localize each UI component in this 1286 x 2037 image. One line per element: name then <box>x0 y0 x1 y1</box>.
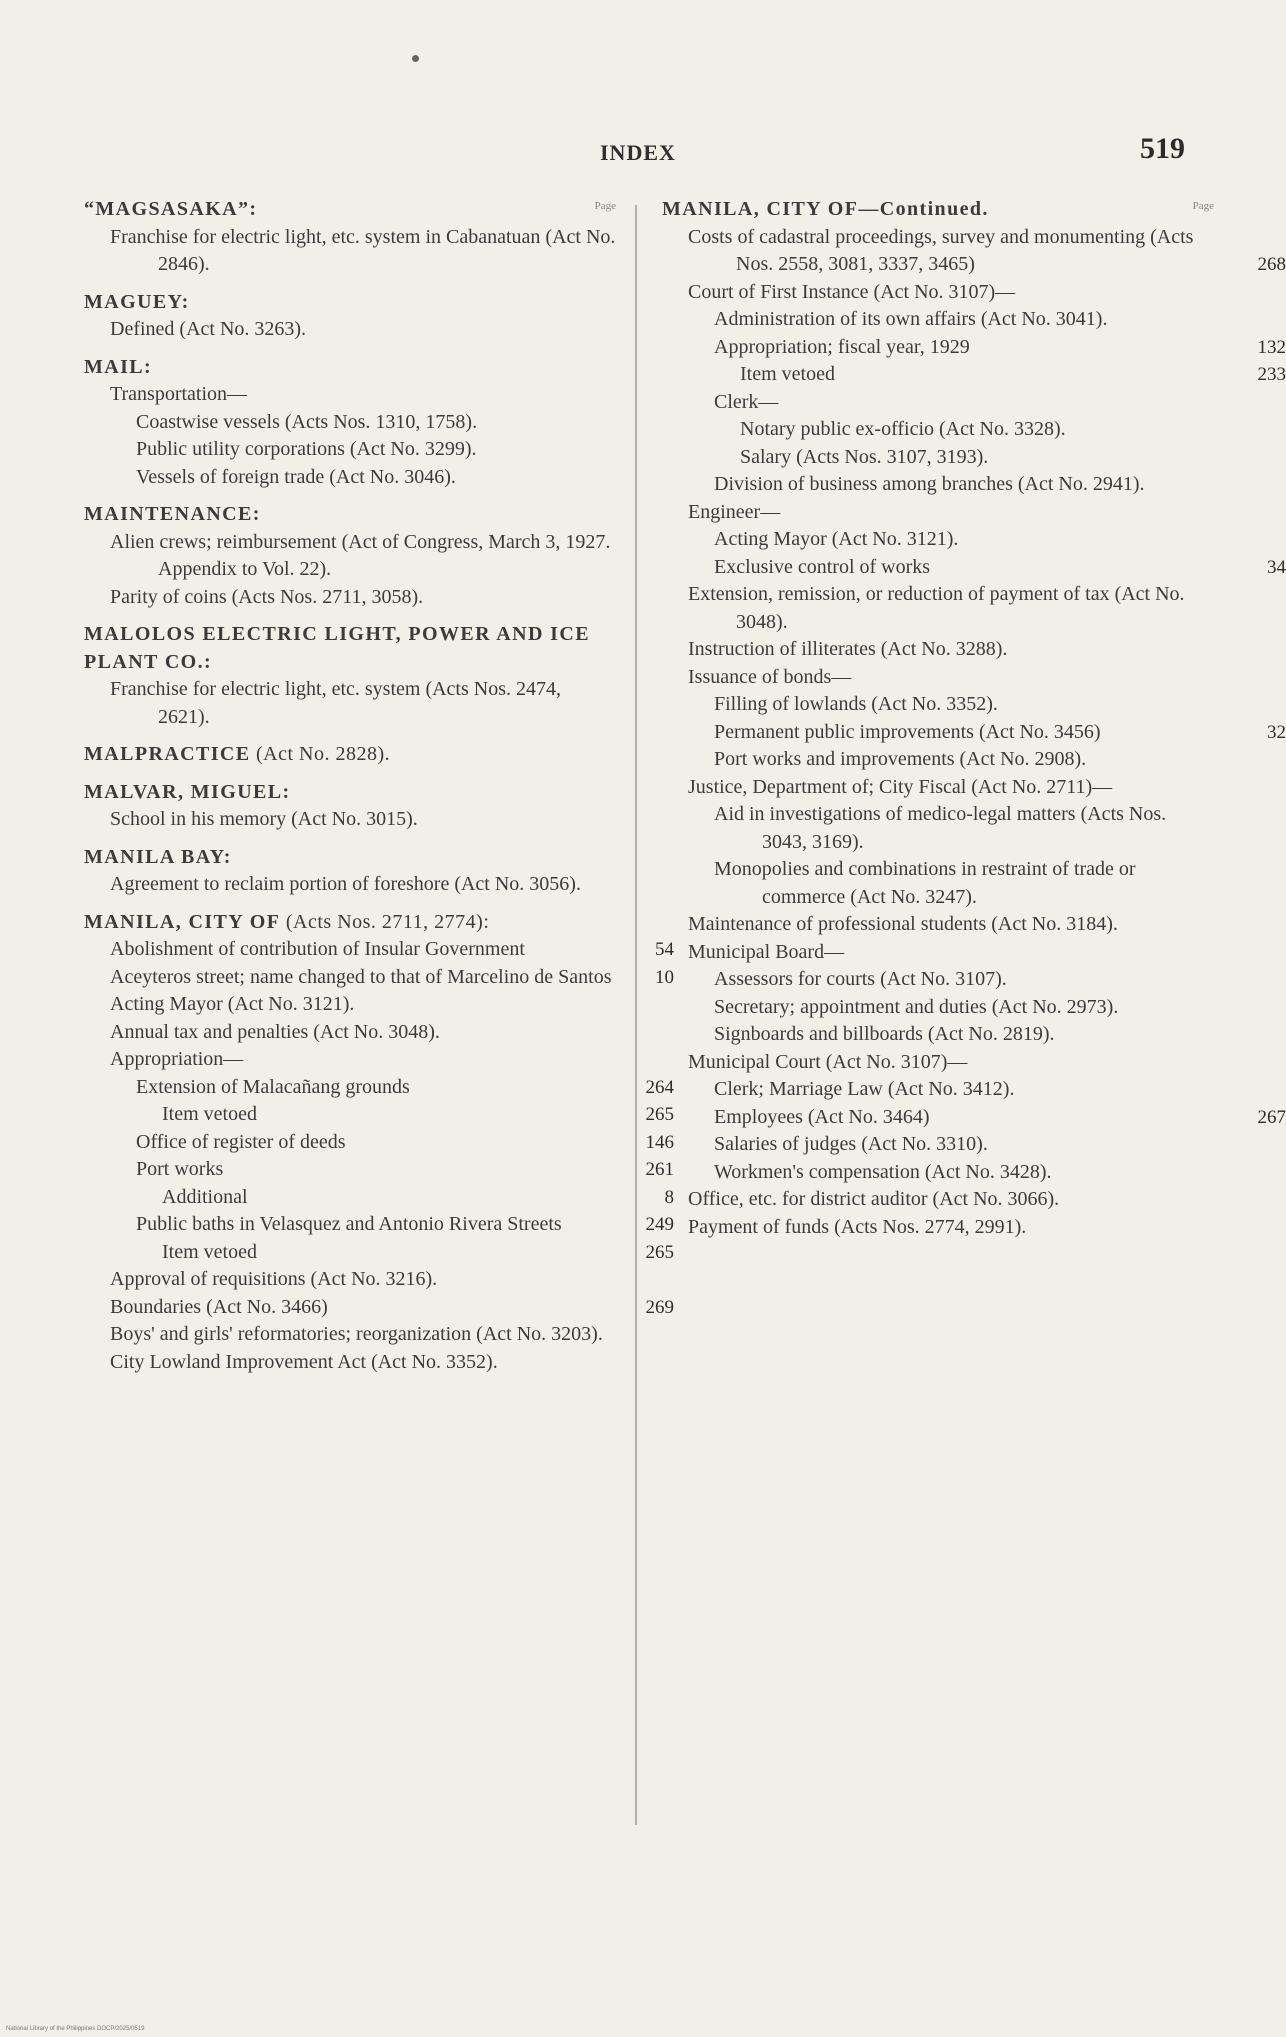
entry-text <box>110 806 616 834</box>
entry-label: “MAGSASAKA”: <box>84 198 258 220</box>
index-entry <box>662 939 1214 967</box>
entry-label: Aid in investigations of medico-legal matters (Acts Nos. 3043, 3169). <box>714 803 1167 853</box>
entry-text <box>714 1104 1214 1132</box>
index-heading <box>84 289 616 317</box>
entry-text <box>714 746 1214 774</box>
page-reference: 132 <box>1257 336 1286 358</box>
entry-label: Secretary; appointment and duties (Act No. 2973). <box>714 995 1119 1018</box>
index-entry <box>662 444 1214 472</box>
page-reference: 265 <box>645 1104 674 1125</box>
index-entry <box>662 801 1214 856</box>
entry-text <box>136 436 616 464</box>
entry-label: MAIL: <box>84 355 153 378</box>
index-entry <box>662 361 1286 389</box>
index-entry <box>84 1266 616 1294</box>
entry-label: Alien crews; reimbursement (Act of Congress, March 3, 1927. Appendix to Vol. 22). <box>110 530 611 580</box>
entry-label: Item vetoed <box>740 363 835 385</box>
index-heading <box>84 844 616 872</box>
entry-label: Transportation— <box>110 383 248 405</box>
entry-text <box>110 1294 616 1322</box>
entry-label: Boundaries (Act No. 3466) <box>110 1295 328 1318</box>
index-entry <box>84 936 674 964</box>
entry-label: Costs of cadastral proceedings, survey and monumenting (Acts Nos. 2558, 3081, 3337, 3465) <box>688 225 1194 275</box>
entry-label: Port works <box>136 1158 224 1180</box>
index-entry <box>84 381 616 409</box>
entry-label: Maintenance of professional students (Act No. 3184). <box>688 913 1118 935</box>
entry-text <box>110 936 616 964</box>
index-heading <box>84 909 616 937</box>
entry-text <box>110 224 616 279</box>
index-entry <box>662 224 1286 279</box>
entry-label: Acting Mayor (Act No. 3121). <box>110 993 355 1015</box>
entry-label: Boys' and girls' reformatories; reorganization (Act No. 3203). <box>110 1323 603 1345</box>
entry-label: Extension, remission, or reduction of payment of tax (Act No. 3048). <box>688 583 1185 633</box>
index-entry <box>84 1294 674 1322</box>
entry-label: Aceyteros street; name changed to that of Marcelino de Santos <box>110 965 612 988</box>
entry-subtext: (Act No. 2828). <box>250 743 391 765</box>
page-reference: 267 <box>1257 1106 1286 1128</box>
index-entry <box>84 1156 674 1184</box>
entry-label: Extension of Malacañang grounds <box>136 1075 410 1098</box>
entry-text <box>714 691 1214 719</box>
entry-label: MAGUEY: <box>84 290 190 313</box>
entry-label: Parity of coins (Acts Nos. 2711, 3058). <box>110 585 424 608</box>
index-entry <box>662 1186 1214 1214</box>
index-entry <box>84 464 616 492</box>
index-entry <box>662 966 1214 994</box>
entry-text <box>136 1156 616 1184</box>
entry-text <box>110 381 616 409</box>
entry-label: Approval of requisitions (Act No. 3216). <box>110 1268 438 1290</box>
index-entry <box>662 664 1214 692</box>
entry-label: Appropriation— <box>110 1048 244 1070</box>
index-entry <box>662 334 1286 362</box>
entry-label: Franchise for electric light, etc. system in Cabanatuan (Act No. 2846). <box>110 225 616 275</box>
entry-label: Instruction of illiterates (Act No. 3288). <box>688 638 1008 660</box>
page-reference: 10 <box>655 966 674 988</box>
entry-text <box>110 991 616 1019</box>
entry-label: Office, etc. for district auditor (Act No. 3066). <box>688 1188 1060 1210</box>
index-entry <box>84 1101 674 1129</box>
index-entry <box>84 1129 674 1157</box>
entry-text <box>714 1076 1214 1104</box>
index-entry <box>662 416 1214 444</box>
entry-label: Item vetoed <box>162 1240 257 1263</box>
index-entry <box>84 1019 616 1047</box>
entry-text <box>740 416 1214 444</box>
entry-text <box>688 1186 1214 1214</box>
index-entry <box>84 584 616 612</box>
entry-text <box>110 529 616 584</box>
entry-label: Court of First Instance (Act No. 3107)— <box>688 280 1016 303</box>
entry-label: Agreement to reclaim portion of foreshore (Act No. 3056). <box>110 873 581 895</box>
entry-label: MANILA BAY: <box>84 845 232 868</box>
entry-text <box>84 196 616 224</box>
entry-text <box>110 316 616 344</box>
entry-text <box>714 471 1214 499</box>
entry-text <box>84 621 616 676</box>
entry-label: City Lowland Improvement Act (Act No. 3352). <box>110 1350 498 1373</box>
entry-text <box>110 676 616 731</box>
index-heading <box>84 621 616 676</box>
entry-text <box>714 1159 1214 1187</box>
entry-text <box>714 994 1214 1022</box>
entry-label: Justice, Department of; City Fiscal (Act No. 2711)— <box>688 775 1113 798</box>
entry-text <box>714 719 1214 747</box>
index-entry <box>84 1211 674 1239</box>
index-entry <box>662 994 1214 1022</box>
entry-text <box>688 939 1214 967</box>
entry-label: MALVAR, MIGUEL: <box>84 780 291 803</box>
page-reference: 261 <box>645 1159 674 1180</box>
entry-label: Employees (Act No. 3464) <box>714 1105 930 1128</box>
entry-label: Salary (Acts Nos. 3107, 3193). <box>740 445 989 468</box>
index-entry <box>84 676 616 731</box>
entry-subtext: (Acts Nos. 2711, 2774): <box>280 910 490 933</box>
entry-text <box>688 224 1214 279</box>
index-entry <box>662 1214 1214 1242</box>
entry-text <box>110 871 616 899</box>
entry-label: MALOLOS ELECTRIC LIGHT, POWER AND ICE PLANT CO.: <box>84 623 590 673</box>
entry-label: Municipal Court (Act No. 3107)— <box>688 1050 968 1073</box>
index-entry <box>662 636 1214 664</box>
entry-label: Item vetoed <box>162 1103 257 1125</box>
entry-label: Clerk— <box>714 390 779 413</box>
entry-text <box>740 361 1214 389</box>
entry-text <box>162 1101 616 1129</box>
index-heading <box>662 196 1214 224</box>
entry-text <box>84 909 616 937</box>
entry-label: Division of business among branches (Act No. 2941). <box>714 473 1145 495</box>
entry-text <box>84 844 616 872</box>
page-reference: 269 <box>645 1296 674 1318</box>
entry-label: MAINTENANCE: <box>84 503 261 525</box>
index-entry <box>662 719 1286 747</box>
index-entry <box>662 1159 1214 1187</box>
entry-text <box>110 584 616 612</box>
entry-text <box>110 1321 616 1349</box>
entry-text <box>688 1214 1214 1242</box>
page-reference: 146 <box>645 1131 674 1153</box>
entry-label: Office of register of deeds <box>136 1130 346 1153</box>
entry-text <box>136 409 616 437</box>
entry-text <box>714 966 1214 994</box>
index-entry <box>662 306 1214 334</box>
entry-text <box>688 774 1214 802</box>
entry-text <box>84 501 616 529</box>
index-heading <box>84 196 616 224</box>
ink-speck <box>412 55 419 62</box>
entry-text <box>136 1129 616 1157</box>
index-entry <box>662 1131 1214 1159</box>
entry-text <box>688 499 1214 527</box>
entry-text <box>84 354 616 382</box>
page-reference: 34 <box>1267 556 1286 578</box>
entry-label: Acting Mayor (Act No. 3121). <box>714 528 959 550</box>
entry-text <box>110 1349 616 1377</box>
entry-text <box>714 801 1214 856</box>
entry-label: MALPRACTICE <box>84 743 251 765</box>
page-reference: 268 <box>1257 254 1286 275</box>
entry-text <box>136 1211 616 1239</box>
index-column-left <box>84 196 674 1376</box>
entry-label: Vessels of foreign trade (Act No. 3046). <box>136 465 456 488</box>
column-divider <box>635 205 637 1825</box>
page-reference: 32 <box>1267 721 1286 743</box>
index-entry <box>84 436 616 464</box>
index-heading <box>84 779 616 807</box>
entry-label: Coastwise vessels (Acts Nos. 1310, 1758). <box>136 410 478 433</box>
entry-text <box>714 1021 1214 1049</box>
entry-label: Public baths in Velasquez and Antonio Rivera Streets <box>136 1213 562 1235</box>
index-entry <box>84 964 674 992</box>
entry-text <box>136 464 616 492</box>
index-entry <box>662 389 1214 417</box>
index-entry <box>84 1184 674 1212</box>
index-heading <box>84 741 616 769</box>
page-reference: 54 <box>655 939 674 960</box>
entry-text <box>714 554 1214 582</box>
entry-label: Payment of funds (Acts Nos. 2774, 2991). <box>688 1215 1027 1238</box>
index-entry <box>84 224 616 279</box>
index-heading <box>84 354 616 382</box>
entry-text <box>662 196 1214 224</box>
entry-label: Workmen's compensation (Act No. 3428). <box>714 1160 1052 1183</box>
entry-text <box>714 856 1214 911</box>
entry-text <box>84 779 616 807</box>
entry-label: Permanent public improvements (Act No. 3456) <box>714 720 1101 743</box>
index-entry <box>84 1349 616 1377</box>
entry-label: Additional <box>162 1185 248 1208</box>
entry-text <box>714 389 1214 417</box>
entry-text <box>162 1239 616 1267</box>
entry-label: Signboards and billboards (Act No. 2819). <box>714 1023 1055 1045</box>
index-entry <box>662 774 1214 802</box>
entry-text <box>740 444 1214 472</box>
entry-text <box>136 1074 616 1102</box>
entry-text <box>714 306 1214 334</box>
entry-text <box>688 1049 1214 1077</box>
index-entry <box>662 1076 1214 1104</box>
entry-label: School in his memory (Act No. 3015). <box>110 808 418 830</box>
entry-label: Filling of lowlands (Act No. 3352). <box>714 693 998 715</box>
entry-label: Monopolies and combinations in restraint of trade or commerce (Act No. 3247). <box>714 858 1136 908</box>
index-entry <box>662 471 1214 499</box>
entry-label: Defined (Act No. 3263). <box>110 318 307 340</box>
entry-text <box>714 1131 1214 1159</box>
index-entry <box>662 1049 1214 1077</box>
entry-label: Public utility corporations (Act No. 3299). <box>136 438 477 460</box>
index-entry <box>84 991 616 1019</box>
index-entry <box>84 806 616 834</box>
page-reference: 249 <box>645 1214 674 1235</box>
entry-text <box>110 1266 616 1294</box>
entry-label: Exclusive control of works <box>714 555 931 578</box>
index-entry <box>84 1074 674 1102</box>
index-entry <box>84 1046 616 1074</box>
entry-label: Issuance of bonds— <box>688 665 852 688</box>
index-entry <box>662 1104 1286 1132</box>
entry-text <box>688 664 1214 692</box>
page-reference: 264 <box>645 1076 674 1098</box>
index-column-right <box>662 196 1286 1241</box>
entry-text <box>110 1019 616 1047</box>
index-entry <box>84 316 616 344</box>
entry-text <box>688 581 1214 636</box>
page-reference: 8 <box>664 1186 674 1208</box>
entry-text <box>688 636 1214 664</box>
running-header: INDEX <box>600 140 676 165</box>
index-entry <box>662 911 1214 939</box>
index-heading <box>84 501 616 529</box>
index-entry <box>662 856 1214 911</box>
index-entry <box>662 554 1286 582</box>
entry-label: Clerk; Marriage Law (Act No. 3412). <box>714 1078 1015 1100</box>
entry-label: Appropriation; fiscal year, 1929 <box>714 335 970 358</box>
index-entry <box>84 409 616 437</box>
entry-label: Franchise for electric light, etc. system (Acts Nos. 2474, 2621). <box>110 678 561 728</box>
entry-label: Municipal Board— <box>688 940 845 963</box>
page-column-label: Page <box>1192 200 1214 212</box>
index-entry <box>662 499 1214 527</box>
entry-label: Notary public ex-officio (Act No. 3328). <box>740 418 1066 440</box>
entry-label: MANILA, CITY OF—Continued. <box>662 198 989 220</box>
index-entry <box>662 691 1214 719</box>
entry-label: Annual tax and penalties (Act No. 3048). <box>110 1020 440 1043</box>
entry-label: Salaries of judges (Act No. 3310). <box>714 1133 988 1155</box>
entry-text <box>688 911 1214 939</box>
entry-text <box>110 1046 616 1074</box>
index-entry <box>662 279 1214 307</box>
page-reference: 265 <box>645 1241 674 1263</box>
index-entry <box>84 1239 674 1267</box>
index-entry <box>84 529 616 584</box>
index-entry <box>662 746 1214 774</box>
index-entry <box>662 581 1214 636</box>
index-entry <box>84 1321 616 1349</box>
index-entry <box>84 871 616 899</box>
page-reference: 233 <box>1257 364 1286 385</box>
scan-credit: National Library of the Philippines DOCP/2025/0519 <box>6 2026 145 2032</box>
index-entry <box>662 1021 1214 1049</box>
entry-text <box>714 526 1214 554</box>
entry-text <box>110 964 616 992</box>
page-column-label: Page <box>594 200 616 212</box>
entry-label: Engineer— <box>688 500 781 523</box>
entry-text <box>688 279 1214 307</box>
entry-text <box>84 289 616 317</box>
entry-label: Abolishment of contribution of Insular Government <box>110 938 525 960</box>
entry-label: Administration of its own affairs (Act No. 3041). <box>714 308 1108 330</box>
entry-label: Assessors for courts (Act No. 3107). <box>714 968 1007 990</box>
entry-text <box>84 741 616 769</box>
entry-text <box>162 1184 616 1212</box>
entry-label: MANILA, CITY OF <box>84 910 281 933</box>
entry-label: Port works and improvements (Act No. 2908). <box>714 748 1087 770</box>
index-entry <box>662 526 1214 554</box>
page-number: 519 <box>1140 132 1185 165</box>
entry-text <box>714 334 1214 362</box>
